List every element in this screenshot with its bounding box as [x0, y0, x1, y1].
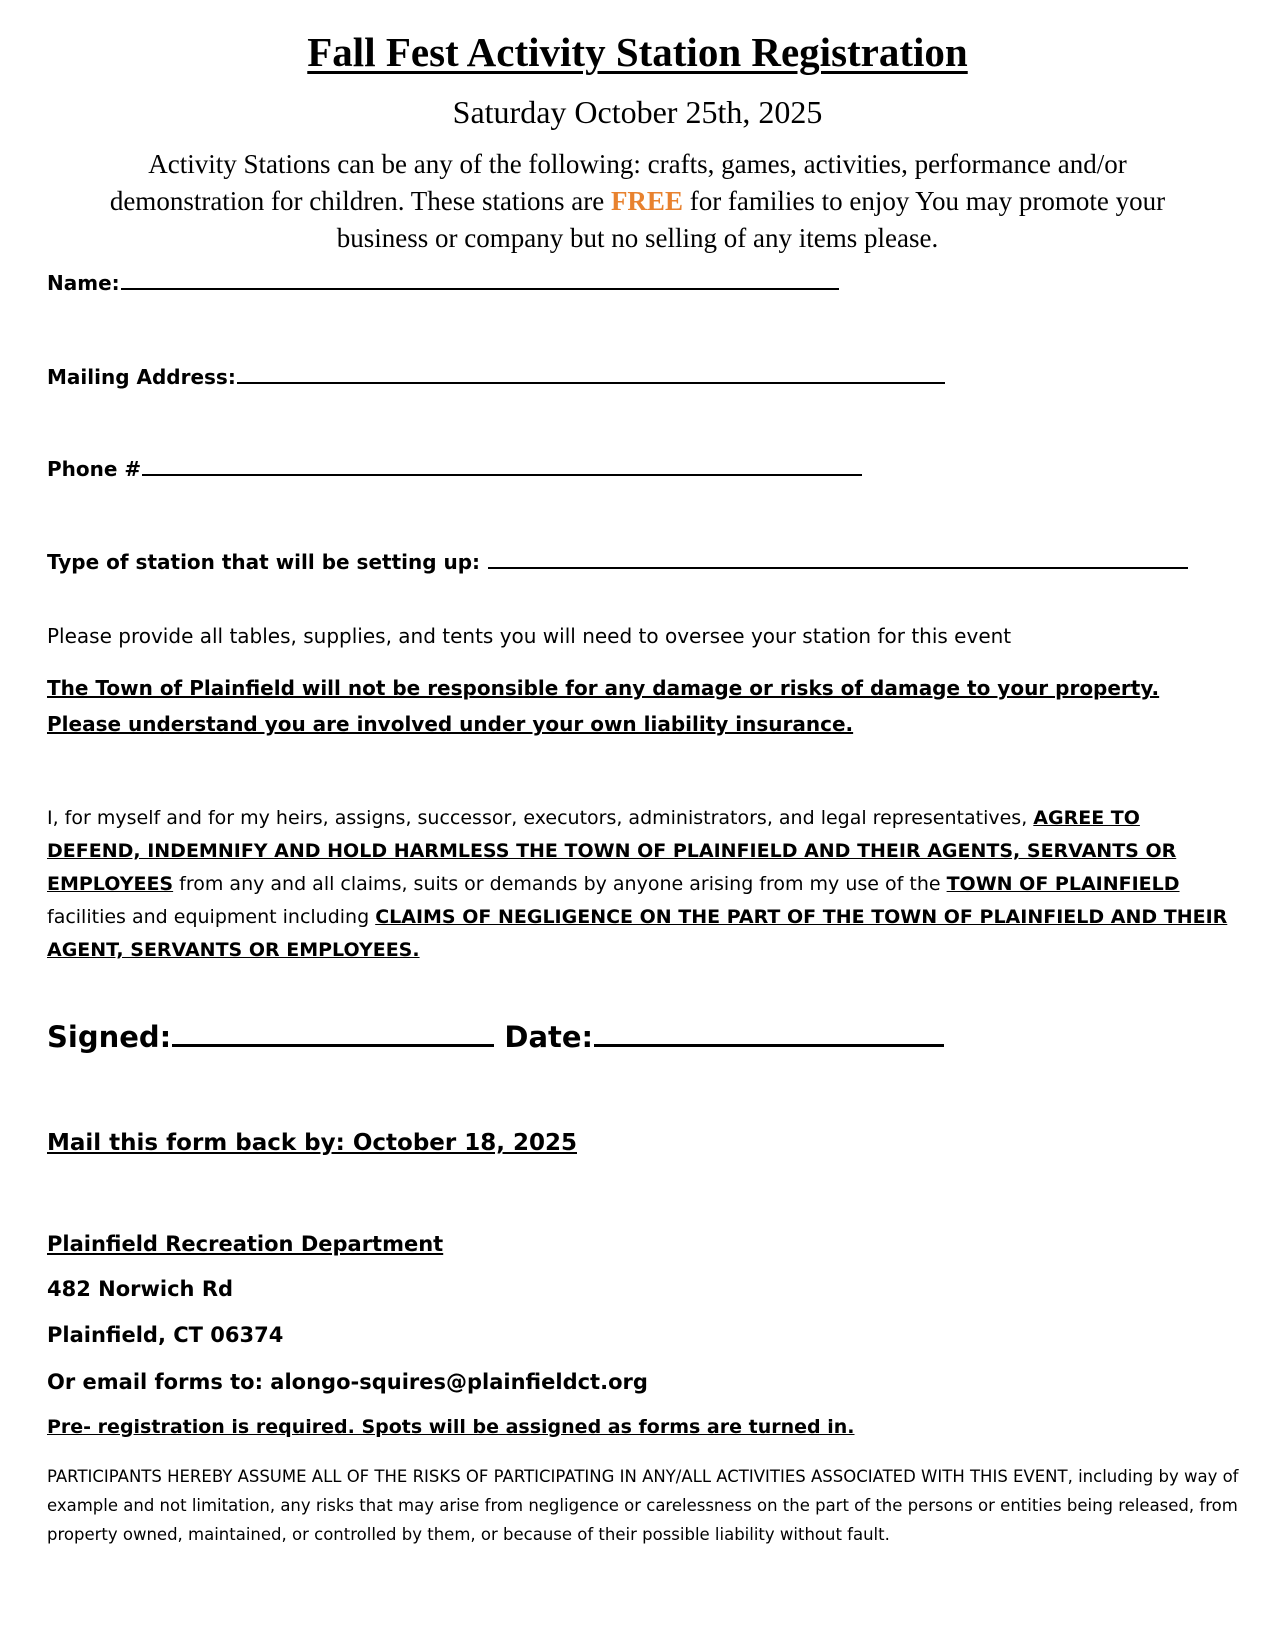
agreement-bold-2: TOWN OF PLAINFIELD — [946, 873, 1180, 895]
risk-disclaimer: PARTICIPANTS HEREBY ASSUME ALL OF THE RISKS OF PARTICIPATING IN ANY/ALL ACTIVITIES ASSOCIATED WITH THIS EVENT, including by way of example and not limitation, any risks that may arise from negligence or carelessness on the part of the persons or entities being released, from property owned, maintained, or controlled by them, or because of their possible liability without fault. — [47, 1467, 1239, 1544]
intro-paragraph — [70, 146, 1205, 257]
preregistration-notice: Pre- registration is required. Spots will be assigned as forms are turned in. — [47, 1416, 855, 1438]
mail-deadline: Mail this form back by: October 18, 2025 — [47, 1130, 577, 1156]
agreement-bold-3: CLAIMS OF NEGLIGENCE ON THE PART OF THE TOWN OF PLAINFIELD AND THEIR AGENT, SERVANTS OR EMPLOYEES. — [47, 906, 1228, 961]
phone-blank-line[interactable] — [142, 456, 862, 476]
signature-row — [47, 1018, 944, 1054]
free-highlight: FREE — [610, 186, 683, 216]
intro-text-part2: for families to enjoy You may promote your business or company but no selling of any items please. — [336, 186, 1166, 253]
indemnity-agreement — [47, 802, 1237, 967]
agreement-text-3: facilities and equipment including — [47, 906, 376, 928]
station-type-blank-line[interactable] — [488, 549, 1188, 569]
intro-text-part1: Activity Stations can be any of the following: crafts, games, activities, performance and/or demonstration for children. These stations are — [109, 149, 1127, 216]
agreement-text-2: from any and all claims, suits or demands by anyone arising from my use of the — [173, 873, 947, 895]
name-label: Name: — [47, 271, 120, 295]
date-label: Date: — [504, 1020, 594, 1054]
date-blank-line[interactable] — [594, 1018, 944, 1047]
agreement-bold-1: AGREE TO DEFEND, INDEMNIFY AND HOLD HARMLESS THE TOWN OF PLAINFIELD AND THEIR AGENTS, SERVANTS OR EMPLOYEES — [47, 807, 1177, 895]
liability-statement: The Town of Plainfield will not be responsible for any damage or risks of damage to your property. Please understand you are involved under your own liability insurance. — [47, 676, 1160, 736]
name-field — [47, 270, 839, 295]
signed-label: Signed: — [47, 1020, 172, 1054]
phone-label: Phone # — [47, 457, 142, 481]
supplies-note: Please provide all tables, supplies, and tents you will need to oversee your station for this event — [47, 624, 1012, 648]
phone-field — [47, 456, 862, 481]
mailing-address-field — [47, 364, 945, 389]
station-type-field — [47, 549, 1188, 574]
street-address: 482 Norwich Rd — [47, 1277, 234, 1301]
station-type-label: Type of station that will be setting up: — [47, 550, 488, 574]
signature-blank-line[interactable] — [172, 1018, 494, 1047]
city-state-zip: Plainfield, CT 06374 — [47, 1323, 284, 1347]
event-date: Saturday October 25th, 2025 — [452, 94, 823, 130]
email-instruction: Or email forms to: alongo-squires@plainfieldct.org — [47, 1370, 648, 1394]
name-blank-line[interactable] — [121, 270, 839, 290]
mailing-address-blank-line[interactable] — [237, 364, 945, 384]
mailing-address-label: Mailing Address: — [47, 365, 236, 389]
page-title: Fall Fest Activity Station Registration — [307, 29, 968, 75]
agreement-text-1: I, for myself and for my heirs, assigns, successor, executors, administrators, and legal representatives, — [47, 807, 1034, 829]
department-name: Plainfield Recreation Department — [47, 1232, 444, 1256]
